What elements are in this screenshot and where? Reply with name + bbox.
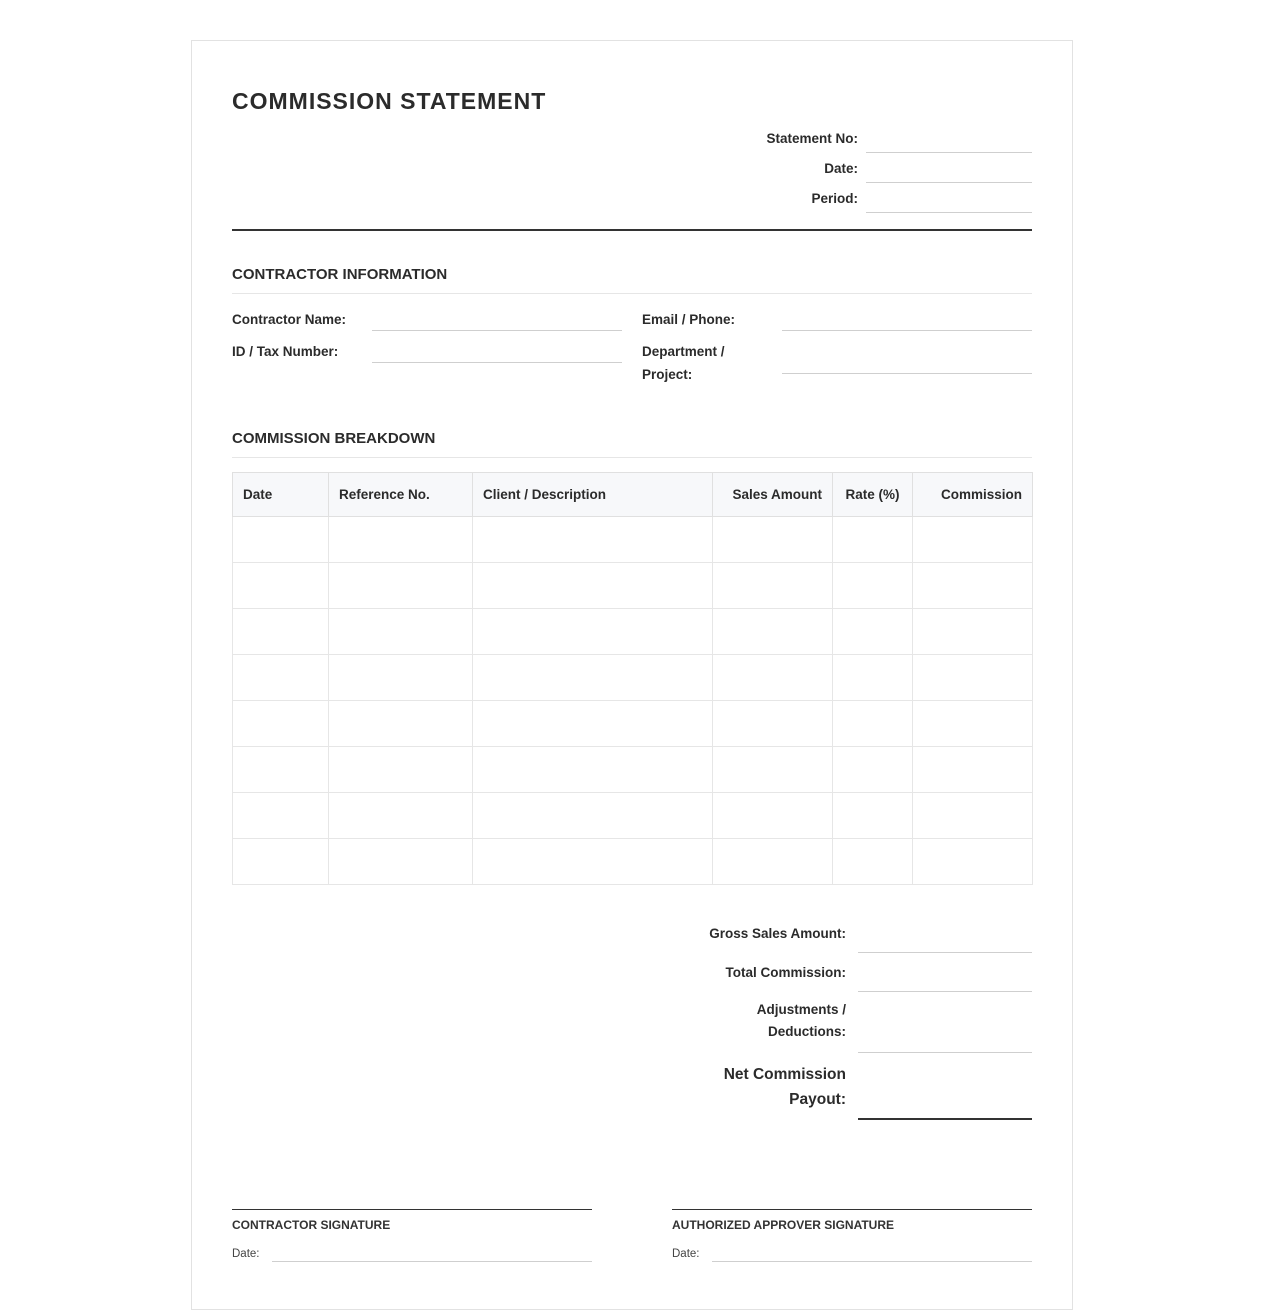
table-cell[interactable] [913,701,1033,747]
table-cell[interactable] [713,563,833,609]
table-cell[interactable] [713,747,833,793]
table-cell[interactable] [329,609,473,655]
table-row [233,793,1033,839]
table-cell[interactable] [329,563,473,609]
column-header-reference: Reference No. [329,473,473,517]
statement-no-input[interactable] [866,123,1032,153]
table-cell[interactable] [473,517,713,563]
table-cell[interactable] [329,655,473,701]
table-cell[interactable] [833,609,913,655]
header-divider [232,229,1032,231]
table-row [233,701,1033,747]
table-cell[interactable] [713,655,833,701]
contractor-name-label: Contractor Name: [232,312,347,327]
table-cell[interactable] [913,793,1033,839]
adjustments-label-line1: Adjustments / [756,1002,846,1017]
net-payout-label-line1: Net Commission [723,1066,846,1083]
contractor-signature-caption: CONTRACTOR SIGNATURE [232,1218,391,1232]
gross-sales-label: Gross Sales Amount: [709,926,846,941]
department-label-line2: Project: [642,367,693,382]
department-project-field [642,340,1032,388]
tax-number-label: ID / Tax Number: [232,344,339,359]
table-cell[interactable] [233,793,329,839]
adjustments-input[interactable] [858,999,1032,1053]
table-cell[interactable] [233,839,329,885]
contractor-date-label: Date: [232,1248,260,1260]
total-commission-label: Total Commission: [725,965,846,980]
tax-number-field [232,340,622,364]
table-row [233,609,1033,655]
table-cell[interactable] [713,701,833,747]
date-field [732,153,1032,183]
table-cell[interactable] [913,517,1033,563]
column-header-client: Client / Description [473,473,713,517]
date-label: Date: [824,161,858,176]
table-cell[interactable] [913,563,1033,609]
total-commission-input[interactable] [858,961,1032,992]
gross-sales-input[interactable] [858,921,1032,953]
net-payout-label-line2: Payout: [789,1091,846,1108]
breakdown-section-title: COMMISSION BREAKDOWN [232,430,1032,458]
table-cell[interactable] [473,793,713,839]
page-content [232,41,1032,1309]
table-cell[interactable] [913,655,1033,701]
column-header-sales-amount: Sales Amount [713,473,833,517]
adjustments-label-line2: Deductions: [767,1024,846,1039]
table-cell[interactable] [329,839,473,885]
table-cell[interactable] [329,747,473,793]
period-field [732,183,1032,213]
department-label-line1: Department / [642,344,725,359]
column-header-date: Date [233,473,329,517]
table-cell[interactable] [473,747,713,793]
table-cell[interactable] [233,563,329,609]
table-cell[interactable] [833,517,913,563]
contractor-name-input[interactable] [372,308,622,331]
table-cell[interactable] [233,609,329,655]
table-cell[interactable] [833,701,913,747]
column-header-rate: Rate (%) [833,473,913,517]
approver-date-label: Date: [672,1248,700,1260]
net-payout-label [724,1062,846,1112]
approver-signature-line[interactable] [672,1209,1032,1210]
period-label: Period: [811,191,858,206]
table-cell[interactable] [833,747,913,793]
table-cell[interactable] [473,655,713,701]
table-body [233,517,1033,885]
tax-number-input[interactable] [372,340,622,363]
table-cell[interactable] [833,655,913,701]
statement-no-field [732,123,1032,153]
contractor-signature-line[interactable] [232,1209,592,1210]
table-cell[interactable] [713,517,833,563]
table-cell[interactable] [713,839,833,885]
table-row [233,563,1033,609]
email-phone-input[interactable] [782,308,1032,331]
net-payout-row [632,1062,1032,1120]
table-row [233,747,1033,793]
table-cell[interactable] [233,701,329,747]
contractor-date-input[interactable] [272,1261,592,1262]
statement-page [191,40,1073,1310]
table-row [233,839,1033,885]
net-payout-input[interactable] [858,1062,1032,1120]
table-row [233,517,1033,563]
email-phone-field [642,308,1032,332]
table-cell[interactable] [913,609,1033,655]
adjustments-label [757,999,846,1043]
email-phone-label: Email / Phone: [642,312,736,327]
table-cell[interactable] [833,793,913,839]
gross-sales-row [632,921,1032,953]
table-cell[interactable] [913,747,1033,793]
approver-date-input[interactable] [712,1261,1032,1262]
table-cell[interactable] [833,563,913,609]
table-cell[interactable] [233,747,329,793]
table-cell[interactable] [329,701,473,747]
statement-no-label: Statement No: [766,131,858,146]
table-cell[interactable] [329,793,473,839]
table-cell[interactable] [713,793,833,839]
adjustments-row [632,999,1032,1053]
table-cell[interactable] [329,517,473,563]
table-cell[interactable] [713,609,833,655]
department-project-input[interactable] [782,340,1032,374]
department-project-label [642,340,725,386]
table-cell[interactable] [473,563,713,609]
contractor-section-title: CONTRACTOR INFORMATION [232,266,1032,294]
table-cell[interactable] [833,839,913,885]
contractor-name-field [232,308,622,332]
column-header-commission: Commission [913,473,1033,517]
table-cell[interactable] [473,839,713,885]
table-row [233,655,1033,701]
table-cell[interactable] [473,701,713,747]
table-header-row [233,473,1033,517]
total-commission-row [632,961,1032,992]
commission-breakdown-table [232,472,1033,885]
table-cell[interactable] [233,655,329,701]
approver-signature-caption: AUTHORIZED APPROVER SIGNATURE [672,1218,895,1232]
table-cell[interactable] [233,517,329,563]
document-title: COMMISSION STATEMENT [232,88,547,114]
table-cell[interactable] [913,839,1033,885]
date-input[interactable] [866,153,1032,183]
period-input[interactable] [866,183,1032,213]
table-cell[interactable] [473,609,713,655]
